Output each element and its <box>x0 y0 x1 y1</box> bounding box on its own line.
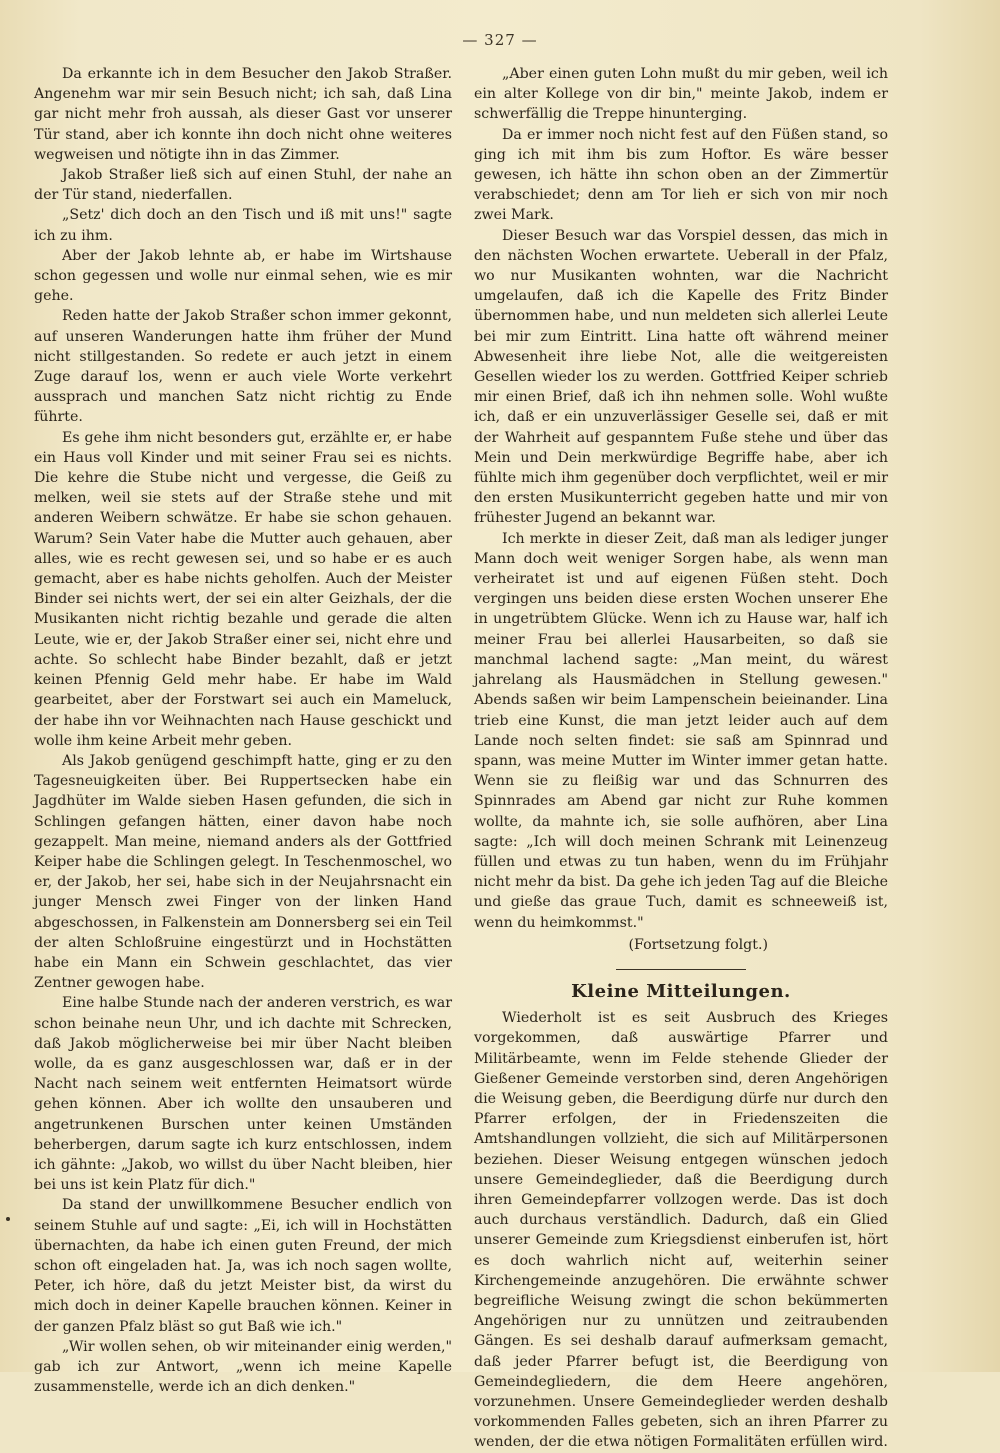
paragraph: Eine halbe Stunde nach der anderen verstrich, es war schon beinahe neun Uhr, und ich dachte mit Schrecken, daß Jakob möglicherweise bei mir über Nacht bleiben wolle, da es ganz ausgeschlossen war, daß er in der Nacht nach seinem weit entfernten Heimatsort würde gehen können. Aber ich wollte den unsauberen und angetrunkenen Burschen unter keinen Umständen beherbergen, darum sagte ich kurz entschlossen, indem ich gähnte: „Jakob, wo willst du über Nacht bleiben, hier bei uns ist kein Platz für dich." <box>34 995 452 1194</box>
paragraph: Jakob Straßer ließ sich auf einen Stuhl, der nahe an der Tür stand, niederfallen. <box>34 167 452 204</box>
continued-note: (Fortsetzung folgt.) <box>628 936 768 953</box>
paragraph: Ich merkte in dieser Zeit, daß man als lediger junger Mann doch weit weniger Sorgen habe, als wenn man verheiratet ist und auf eigenen Füßen steht. Doch vergingen uns beiden diese ersten Wochen unserer Ehe in ungetrübtem Glücke. Wenn ich zu Hause war, half ich meiner Frau bei allerlei Hausarbeiten, so daß sie manchmal lachend sagte: „Man meint, du wärest jahrelang als Hausmädchen in Stellung gewesen." Abends saßen wir beim Lampenschein beieinander. Lina trieb eine Kunst, die man jetzt leider auch auf dem Lande noch selten findet: sie saß am Spinnrad und spann, was meine Mutter im Winter immer getan hatte. Wenn sie zu fleißig war und das Schnurren des Spinnrades am Abend gar nicht zur Ruhe kommen wollte, da mahnte ich, sie solle aufhören, aber Lina sagte: „Ich will doch meinen Schrank mit Leinenzeug füllen und etwas zu tun haben, wenn du im Frühjahr nicht mehr da bist. Da gehe ich jeden Tag auf die Bleiche und gieße das graue Tuch, damit es schneeweiß ist, wenn du heimkommst." <box>474 530 888 931</box>
paragraph: „Aber einen guten Lohn mußt du mir geben, weil ich ein alter Kollege von dir bin," meinte Jakob, indem er schwerfällig die Treppe hinunterging. <box>474 66 888 123</box>
left-column <box>34 64 452 1397</box>
section-paragraph: Wiederholt ist es seit Ausbruch des Krieges vorgekommen, daß auswärtige Pfarrer und Militärbeamte, wenn im Felde stehende Glieder der Gießener Gemeinde verstorben sind, deren Angehörigen die Weisung geben, die Beerdigung dürfe nur durch den Pfarrer erfolgen, der in Friedenszeiten die Amtshandlungen vollzieht, die sich auf Militärpersonen beziehen. Dieser Weisung entgegen wünschen jedoch unsere Gemeindeglieder, daß die Beerdigung durch ihren Gemeindepfarrer vollzogen werde. Das ist doch auch durchaus verständlich. Dadurch, daß ein Glied unserer Gemeinde zum Kriegsdienst einberufen ist, hört es doch wahrlich nicht auf, weiterhin seiner Kirchengemeinde anzugehören. Die erwähnte schwer begreifliche Weisung zwingt die schon bekümmerten Angehörigen nur zu unnützen und zeitraubenden Gängen. Es sei deshalb darauf aufmerksam gemacht, daß jeder Pfarrer befugt ist, die Beerdigung von Gemeindegliedern, die dem Heere angehören, vorzunehmen. Unsere Gemeindeglieder werden deshalb vorkommenden Falles gebeten, sich an ihren Pfarrer zu wenden, der die etwa nötigen Formalitäten erfüllen wird. <box>474 1010 888 1451</box>
paragraph: Aber der Jakob lehnte ab, er habe im Wirtshause schon gegessen und wolle nur einmal sehen, wie es mir gehe. <box>34 247 452 305</box>
paragraph: Es gehe ihm nicht besonders gut, erzählte er, er habe ein Haus voll Kinder und mit seiner Frau sei es nichts. Die kehre die Stube nicht und vergesse, die Geiß zu melken, weil sie stets auf der Straße stehe und mit anderen Weibern schwätze. Er habe sie schon gehauen. Warum? Sein Vater habe die Mutter auch gehauen, aber alles, wie es recht gewesen sei, und so habe er es auch gemacht, aber es habe nichts geholfen. Auch der Meister Binder sei nichts wert, der sei ein alter Geizhals, der die Musikanten nicht richtig bezahle und gerade die alten Leute, wie er, der Jakob Straßer einer sei, nicht ehre und achte. So schlecht habe Binder bezahlt, daß er jetzt keinen Pfennig Geld mehr habe. Er habe im Wald gearbeitet, aber der Forstwart sei auch ein Mameluck, der habe ihn vor Weihnachten nach Hause geschickt und wolle ihm keine Arbeit mehr geben. <box>34 429 452 749</box>
section-heading: Kleine Mitteilungen. <box>571 980 791 1002</box>
section-divider <box>616 969 746 970</box>
paragraph: Da er immer noch nicht fest auf den Füßen stand, so ging ich mit ihm bis zum Hoftor. Es wäre besser gewesen, ich hätte ihn schon oben an der Zimmertür verabschiedet; denn am Tor lieh er sich von mir noch zwei Mark. <box>474 126 888 224</box>
paragraph: Da stand der unwillkommene Besucher endlich von seinem Stuhle auf und sagte: „Ei, ich will in Hochstätten übernachten, da habe ich einen guten Freund, der mich schon oft eingeladen hat. Ja, was ich noch sagen wollte, Peter, ich höre, daß du jetzt Meister bist, da wirst du mich doch in deiner Kapelle brauchen können. Keiner in der ganzen Pfalz bläst so gut Baß wie ich." <box>34 1197 452 1335</box>
paragraph: Dieser Besuch war das Vorspiel dessen, das mich in den nächsten Wochen erwartete. Ueberall in der Pfalz, wo nur Musikanten wohnten, war die Nachricht umgelaufen, daß ich die Kapelle des Fritz Binder übernommen habe, und nun meldeten sich allerlei Leute bei mir zum Eintritt. Lina hatte oft während meiner Abwesenheit ihre liebe Not, alle die weitgereisten Gesellen wieder los zu werden. Gottfried Keiper schrieb mir einen Brief, daß ich ihn nehmen solle. Wohl wußte ich, daß er ein unzuverlässiger Geselle sei, daß er mit der Wahrheit auf gespanntem Fuße stehe und über das Mein und Dein merkwürdige Begriffe habe, aber ich fühlte mich ihm gegenüber doch verpflichtet, weil er mir den ersten Musikunterricht gegeben hatte und mir von frühester Jugend an bekannt war. <box>474 227 888 527</box>
paragraph: „Wir wollen sehen, ob wir miteinander einig werden," gab ich zur Antwort, „wenn ich meine Kapelle zusammenstelle, werde ich an dich denken." <box>34 1338 452 1396</box>
paragraph: Als Jakob genügend geschimpft hatte, ging er zu den Tagesneuigkeiten über. Bei Ruppertsecken habe ein Jagdhüter im Walde sieben Hasen gefunden, die sich in Schlingen gefangen hätten, einer davon habe noch gezappelt. Man meine, niemand anders als der Gottfried Keiper habe die Schlingen gelegt. In Teschenmoschel, wo er, der Jakob, her sei, habe sich in der Neujahrsnacht ein junger Mensch zwei Finger von der linken Hand abgeschossen, in Falkenstein am Donnersberg sei ein Teil der alten Schloßruine eingestürzt und in Hochstätten habe ein Mann ein Schwein geschlachtet, das vier Zentner gewogen habe. <box>34 752 452 992</box>
paragraph: Da erkannte ich in dem Besucher den Jakob Straßer. Angenehm war mir sein Besuch nicht; ich sah, daß Lina gar nicht mehr froh aussah, als dieser Gast vor unserer Tür stand, aber ich konnte ihn doch nicht ohne weiteres wegweisen und nötigte ihn in das Zimmer. <box>34 66 452 163</box>
page-number: — 327 — <box>462 31 538 49</box>
right-column <box>474 64 888 1453</box>
paragraph: „Setz' dich doch an den Tisch und iß mit uns!" sagte ich zu ihm. <box>34 207 452 244</box>
margin-mark <box>6 1217 10 1221</box>
paragraph: Reden hatte der Jakob Straßer schon immer gekonnt, auf unseren Wanderungen hatte ihm früher der Mund nicht stillgestanden. So redete er auch jetzt in einem Zuge darauf los, wenn er auch viele Worte verkehrt aussprach und manchen Satz nicht richtig zu Ende führte. <box>34 308 452 426</box>
